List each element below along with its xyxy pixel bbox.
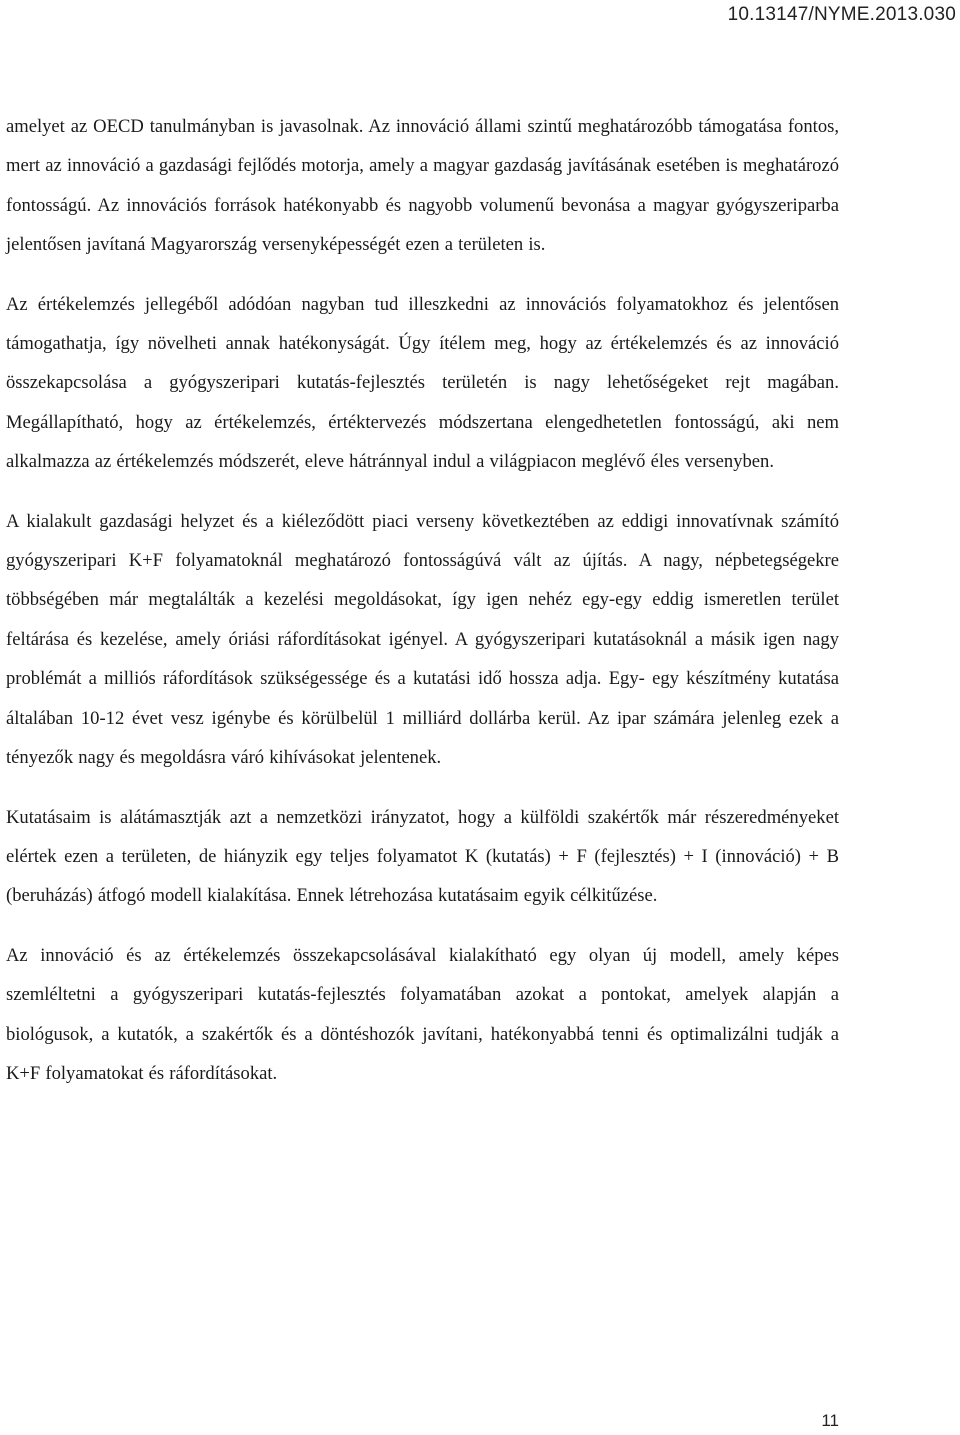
paragraph-3: A kialakult gazdasági helyzet és a kiéleződött piaci verseny következtében az eddigi innovatívnak számító gyógyszeripari K+F folyamatoknál meghatározó fontosságúvá vált az újítás. A nagy, népbetegségekre többségében már megtalálták a kezelési megoldásokat, így igen nehéz egy-egy eddig ismeretlen terület feltárása és kezelése, amely óriási ráfordításokat igényel. A gyógyszeripari kutatásoknál a másik igen nagy problémát a milliós ráfordítások szükségessége és a kutatási idő hossza adja. Egy- egy készítmény kutatása általában 10-12 évet vesz igénybe és körülbelül 1 milliárd dollárba kerül. Az ipar számára jelenleg ezek a tényezők nagy és megoldásra váró kihívásokat jelentenek. bbox=[6, 510, 839, 769]
page-number: 11 bbox=[821, 1411, 839, 1430]
doi-header: 10.13147/NYME.2013.030 bbox=[727, 4, 956, 25]
paragraph-4: Kutatásaim is alátámasztják azt a nemzetközi irányzatot, hogy a külföldi szakértők már részeredményeket elértek ezen a területen, de hiányzik egy teljes folyamatot K (kutatás) + F (fejlesztés) + I (innováció) + B (beruházás) átfogó modell kialakítása. Ennek létrehozása kutatásaim egyik célkitűzése. bbox=[6, 806, 839, 907]
paragraph-5: Az innováció és az értékelemzés összekapcsolásával kialakítható egy olyan új modell, amely képes szemléltetni a gyógyszeripari kutatás-fejlesztés folyamatában azokat a pontokat, amelyek alapján a biológusok, a kutatók, a szakértők és a döntéshozók javítani, hatékonyabbá tenni és optimalizálni tudják a K+F folyamatokat és ráfordításokat. bbox=[6, 944, 839, 1084]
document-body bbox=[6, 107, 839, 1113]
paragraph-1: amelyet az OECD tanulmányban is javasolnak. Az innováció állami szintű meghatározóbb támogatása fontos, mert az innováció a gazdasági fejlődés motorja, amely a magyar gazdaság javításának esetében is meghatározó fontosságú. Az innovációs források hatékonyabb és nagyobb volumenű bevonása a magyar gyógyszeriparba jelentősen javítaná Magyarország versenyképességét ezen a területen is. bbox=[6, 116, 839, 256]
paragraph-2: Az értékelemzés jellegéből adódóan nagyban tud illeszkedni az innovációs folyamatokhoz és jelentősen támogathatja, így növelheti annak hatékonyságát. Úgy ítélem meg, hogy az értékelemzés és az innováció összekapcsolása a gyógyszeripari kutatás-fejlesztés területén is nagy lehetőségeket rejt magában. Megállapítható, hogy az értékelemzés, értéktervezés módszertana elengedhetetlen fontosságú, aki nem alkalmazza az értékelemzés módszerét, eleve hátránnyal indul a világpiacon meglévő éles versenyben. bbox=[6, 293, 839, 473]
